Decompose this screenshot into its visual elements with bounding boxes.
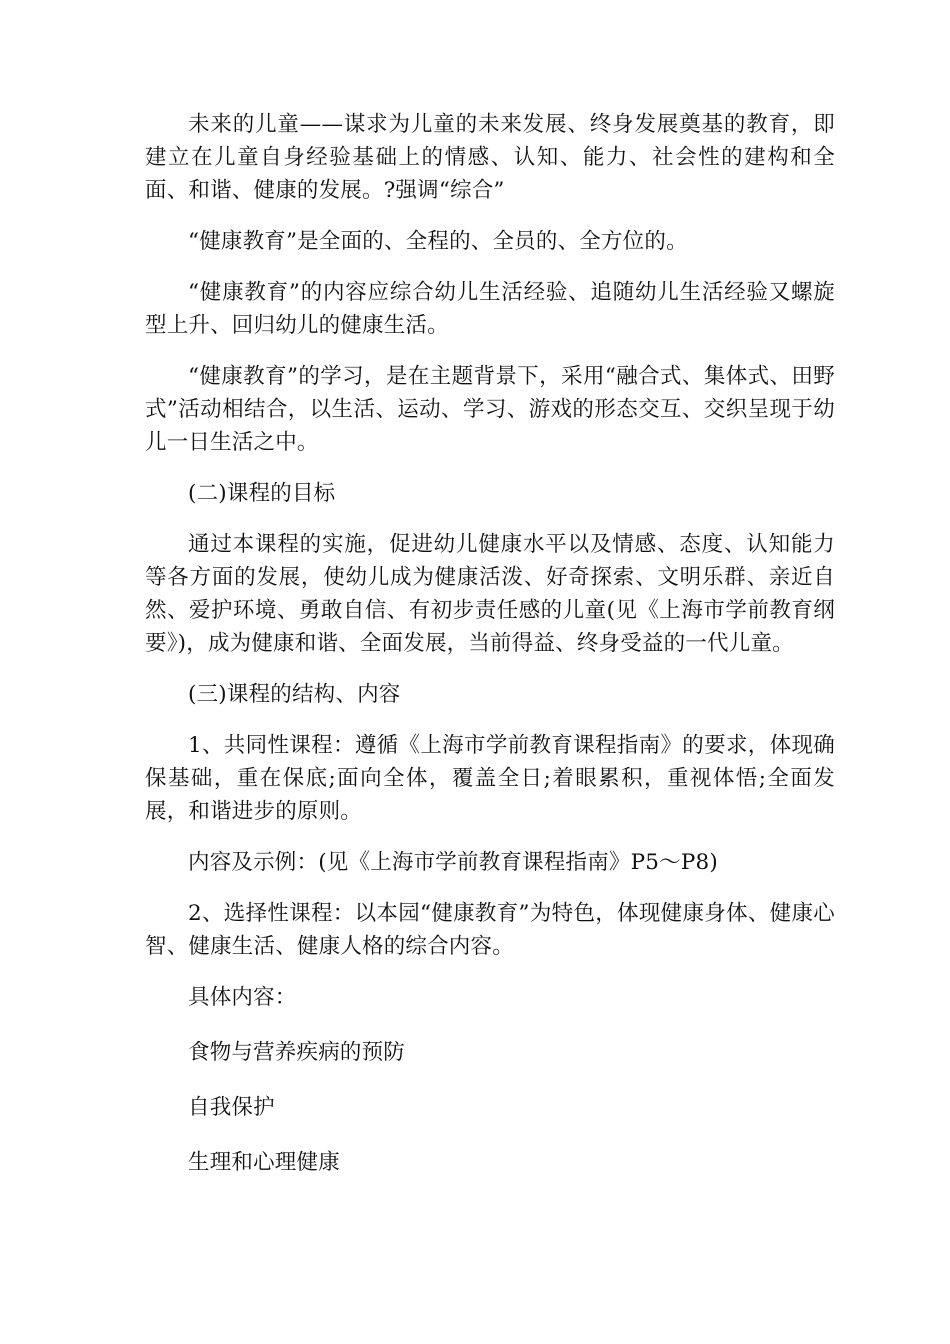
paragraph-health-education-scope: “健康教育”是全面的、全程的、全员的、全方位的。: [188, 229, 688, 254]
list-item-self-protection: 自我保护: [188, 1095, 275, 1120]
paragraph-elective-course: 2、选择性课程：以本园“健康教育”为特色，体现健康身体、健康心智、健康生活、健康人格的综合内容。: [145, 901, 835, 959]
paragraph-future-children: 未来的儿童——谋求为儿童的未来发展、终身发展奠基的教育，即建立在儿童自身经验基础上的情感、认知、能力、社会性的建构和全面、和谐、健康的发展。?强调“综合”: [145, 112, 835, 203]
list-item-nutrition-disease: 食物与营养疾病的预防: [188, 1040, 406, 1065]
paragraph-common-course: 1、共同性课程：遵循《上海市学前教育课程指南》的要求，体现确保基础，重在保底;面向全体，覆盖全日;着眼累积，重视体悟;全面发展，和谐进步的原则。: [145, 733, 835, 824]
list-item-physical-mental-health: 生理和心理健康: [188, 1150, 340, 1175]
paragraph-health-education-learning: “健康教育”的学习，是在主题背景下，采用“融合式、集体式、田野式”活动相结合，以生活、运动、学习、游戏的形态交互、交织呈现于幼儿一日生活之中。: [145, 364, 835, 455]
paragraph-specific-content: 具体内容：: [188, 985, 297, 1010]
section-heading-course-structure: (三)课程的结构、内容: [188, 682, 401, 707]
section-heading-course-goals: (二)课程的目标: [188, 481, 336, 506]
paragraph-content-examples: 内容及示例：(见《上海市学前教育课程指南》P5～P8): [188, 850, 718, 875]
paragraph-course-goals: 通过本课程的实施，促进幼儿健康水平以及情感、态度、认知能力等各方面的发展，使幼儿成为健康活泼、好奇探索、文明乐群、亲近自然、爱护环境、勇敢自信、有初步责任感的儿童(见《上海市学前教育纲要》)，成为健康和谐、全面发展，当前得益、终身受益的一代儿童。: [145, 532, 835, 656]
paragraph-health-education-content: “健康教育”的内容应综合幼儿生活经验、追随幼儿生活经验又螺旋型上升、回归幼儿的健康生活。: [145, 280, 835, 338]
document-page: [145, 108, 835, 1201]
